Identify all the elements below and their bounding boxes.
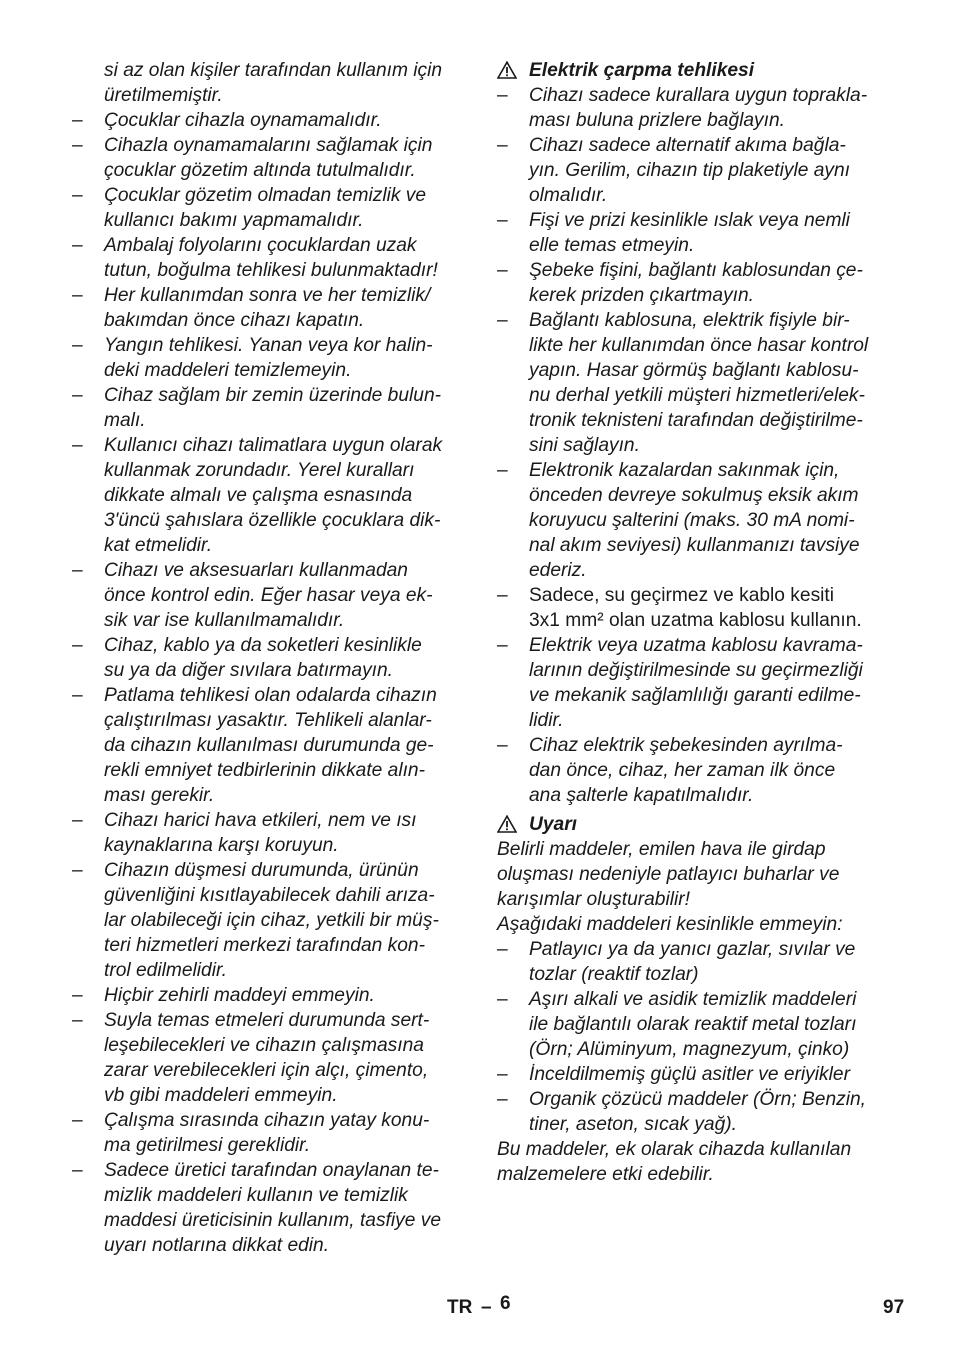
bullet-dash: – bbox=[72, 285, 83, 306]
footer-language: TR bbox=[447, 1297, 473, 1318]
paragraph-line: Bu maddeler, ek olarak cihazda kullanılan bbox=[497, 1139, 852, 1160]
list-item-line: tozlar (reaktif tozlar) bbox=[529, 964, 699, 985]
list-item-line: Patlayıcı ya da yanıcı gazlar, sıvılar ve bbox=[529, 939, 856, 960]
paragraph-line: karışımlar oluşturabilir! bbox=[497, 889, 690, 910]
list-item-line: Cihazı sadece kurallara uygun toprakla- bbox=[529, 85, 868, 106]
bullet-dash: – bbox=[72, 335, 83, 356]
list-item-line: Suyla temas etmeleri durumunda sert- bbox=[104, 1010, 430, 1031]
bullet-dash: – bbox=[72, 1010, 83, 1031]
list-item-line: Elektrik veya uzatma kablosu kavrama- bbox=[529, 635, 863, 656]
list-item bbox=[72, 433, 462, 558]
intro-line: si az olan kişiler tarafından kullanım için bbox=[104, 60, 443, 81]
bullet-dash: – bbox=[497, 1064, 508, 1085]
bullet-dash: – bbox=[497, 939, 508, 960]
list-item-line: kat etmelidir. bbox=[104, 535, 213, 556]
list-item-line: Elektronik kazalardan sakınmak için, bbox=[529, 460, 840, 481]
list-item-line: Cihazı sadece alternatif akıma bağla- bbox=[529, 135, 846, 156]
bullet-dash: – bbox=[72, 1160, 83, 1181]
list-item-line: kaynaklarına karşı koruyun. bbox=[104, 835, 339, 856]
list-item-line: uyarı notlarına dikkat edin. bbox=[104, 1235, 330, 1256]
list-item bbox=[497, 633, 892, 733]
bullet-dash: – bbox=[497, 310, 508, 331]
warning-triangle-icon bbox=[497, 815, 517, 833]
left-column bbox=[72, 58, 462, 1258]
list-item-line: olmalıdır. bbox=[529, 185, 608, 206]
bullet-dash: – bbox=[497, 85, 508, 106]
list-item bbox=[497, 1087, 892, 1137]
list-item-line: ması buluna prizlere bağlayın. bbox=[529, 110, 785, 131]
list-item bbox=[72, 558, 462, 633]
list-item-line: sik var ise kullanılmamalıdır. bbox=[104, 610, 345, 631]
paragraph-line: Belirli maddeler, emilen hava ile girdap bbox=[497, 839, 826, 860]
intro-line: üretilmemiştir. bbox=[104, 85, 223, 106]
list-item-line: Aşırı alkali ve asidik temizlik maddeleri bbox=[529, 989, 857, 1010]
list-item bbox=[497, 258, 892, 308]
list-item-line: yın. Gerilim, cihazın tip plaketiyle aynı bbox=[529, 160, 850, 181]
list-item-line: Cihazı harici hava etkileri, nem ve ısı bbox=[104, 810, 417, 831]
list-item-line: zarar verebilecekleri için alçı, çimento, bbox=[104, 1060, 429, 1081]
list-item-line: larının değiştirilmesinde su geçirmezliği bbox=[529, 660, 863, 681]
list-item-line: kullanmak zorundadır. Yerel kuralları bbox=[104, 460, 415, 481]
section-heading-electric-shock bbox=[497, 58, 892, 83]
do-not-vacuum-intro: Aşağıdaki maddeleri kesinlikle emmeyin: bbox=[497, 914, 843, 935]
list-item bbox=[497, 308, 892, 458]
bullet-dash: – bbox=[497, 635, 508, 656]
list-item-line: elle temas etmeyin. bbox=[529, 235, 695, 256]
list-item-line: koruyucu şalterini (maks. 30 mA nomi- bbox=[529, 510, 855, 531]
list-item-line: lidir. bbox=[529, 710, 564, 731]
list-item-line: kullanıcı bakımı yapmamalıdır. bbox=[104, 210, 364, 231]
warning-paragraph bbox=[497, 837, 892, 912]
list-item-line: ma getirilmesi gereklidir. bbox=[104, 1135, 311, 1156]
bullet-dash: – bbox=[72, 685, 83, 706]
bullet-dash: – bbox=[497, 260, 508, 281]
list-item-line: Organik çözücü maddeler (Örn; Benzin, bbox=[529, 1089, 866, 1110]
list-item bbox=[497, 733, 892, 808]
list-item bbox=[497, 1062, 892, 1087]
bullet-dash: – bbox=[72, 635, 83, 656]
list-item bbox=[72, 383, 462, 433]
list-item-line: Her kullanımdan sonra ve her temizlik/ bbox=[104, 285, 431, 306]
list-item-line: ması gerekir. bbox=[104, 785, 215, 806]
list-item-line: ana şalterle kapatılmalıdır. bbox=[529, 785, 754, 806]
list-item bbox=[72, 1008, 462, 1108]
footer-page-number: 97 bbox=[883, 1297, 905, 1318]
bullet-dash: – bbox=[497, 989, 508, 1010]
list-item bbox=[72, 233, 462, 283]
list-item-line: Cihaz, kablo ya da soketleri kesinlikle bbox=[104, 635, 422, 656]
bullet-dash: – bbox=[72, 860, 83, 881]
list-item bbox=[72, 683, 462, 808]
list-item-line: Fişi ve prizi kesinlikle ıslak veya nemli bbox=[529, 210, 850, 231]
list-item-line: likte her kullanımdan önce hasar kontrol bbox=[529, 335, 869, 356]
bullet-dash: – bbox=[497, 135, 508, 156]
list-item bbox=[497, 83, 892, 133]
list-item-line: Ambalaj folyolarını çocuklardan uzak bbox=[104, 235, 417, 256]
list-item-line: lar olabileceği için cihaz, yetkili bir müş- bbox=[104, 910, 439, 931]
bullet-dash: – bbox=[72, 135, 83, 156]
list-item-line: çocuklar gözetim altında tutulmalıdır. bbox=[104, 160, 416, 181]
list-item-line: Cihazla oynamamalarını sağlamak için bbox=[104, 135, 433, 156]
list-item-line: önce kontrol edin. Eğer hasar veya ek- bbox=[104, 585, 433, 606]
list-item-line: güvenliğini kısıtlayabilecek dahili arıza- bbox=[104, 885, 435, 906]
list-item-line: 3x1 mm² olan uzatma kablosu kullanın. bbox=[529, 610, 862, 631]
list-item-line: tronik teknisteni tarafından değiştirilme- bbox=[529, 410, 863, 431]
list-item bbox=[72, 633, 462, 683]
list-item bbox=[72, 983, 462, 1008]
closing-paragraph bbox=[497, 1137, 892, 1187]
list-item bbox=[72, 133, 462, 183]
list-item-line: tiner, aseton, sıcak yağ). bbox=[529, 1114, 737, 1135]
list-item-line: kerek prizden çıkartmayın. bbox=[529, 285, 755, 306]
list-item-line: Patlama tehlikesi olan odalarda cihazın bbox=[104, 685, 437, 706]
bullet-dash: – bbox=[72, 985, 83, 1006]
list-item-line: nu derhal yetkili müşteri hizmetleri/elek- bbox=[529, 385, 865, 406]
list-item-line: Sadece, su geçirmez ve kablo kesiti bbox=[529, 585, 835, 606]
list-item-line: yapın. Hasar görmüş bağlantı kablosu- bbox=[529, 360, 859, 381]
list-item bbox=[497, 987, 892, 1062]
list-item-line: Cihazı ve aksesuarları kullanmadan bbox=[104, 560, 408, 581]
footer-dash: – bbox=[481, 1297, 492, 1318]
list-item bbox=[497, 937, 892, 987]
list-item-line: Çalışma sırasında cihazın yatay konu- bbox=[104, 1110, 430, 1131]
bullet-dash: – bbox=[72, 110, 83, 131]
list-item-line: Çocuklar cihazla oynamamalıdır. bbox=[104, 110, 382, 131]
list-item-line: mizlik maddeleri kullanın ve temizlik bbox=[104, 1185, 408, 1206]
list-item-line: maddesi üreticisinin kullanım, tasfiye ve bbox=[104, 1210, 441, 1231]
list-item-line: da cihazın kullanılması durumunda ge- bbox=[104, 735, 434, 756]
list-item bbox=[72, 1158, 462, 1258]
bullet-dash: – bbox=[72, 385, 83, 406]
bullet-dash: – bbox=[72, 810, 83, 831]
list-item-line: bakımdan önce cihazı kapatın. bbox=[104, 310, 365, 331]
list-item bbox=[497, 458, 892, 583]
list-item-line: teri hizmetleri merkezi tarafından kon- bbox=[104, 935, 425, 956]
list-item-line: ederiz. bbox=[529, 560, 587, 581]
list-item-line: deki maddeleri temizlemeyin. bbox=[104, 360, 352, 381]
section-heading-warning bbox=[497, 812, 892, 837]
bullet-dash: – bbox=[497, 210, 508, 231]
section-heading-text: Elektrik çarpma tehlikesi bbox=[529, 60, 755, 81]
list-item-line: Şebeke fişini, bağlantı kablosundan çe- bbox=[529, 260, 863, 281]
section-heading-text: Uyarı bbox=[529, 814, 577, 835]
list-item-line: Cihaz elektrik şebekesinden ayrılma- bbox=[529, 735, 843, 756]
list-item bbox=[497, 583, 892, 633]
list-item-line: Çocuklar gözetim olmadan temizlik ve bbox=[104, 185, 427, 206]
list-item-line: dikkate almalı ve çalışma esnasında bbox=[104, 485, 413, 506]
list-item-line: Cihazın düşmesi durumunda, ürünün bbox=[104, 860, 419, 881]
list-item-line: vb gibi maddeleri emmeyin. bbox=[104, 1085, 338, 1106]
list-item-line: İnceldilmemiş güçlü asitler ve eriyikler bbox=[529, 1064, 850, 1085]
list-item bbox=[72, 808, 462, 858]
bullet-dash: – bbox=[72, 560, 83, 581]
list-item-line: trol edilmelidir. bbox=[104, 960, 227, 981]
bullet-dash: – bbox=[72, 185, 83, 206]
list-item-line: rekli emniyet tedbirlerinin dikkate alın- bbox=[104, 760, 425, 781]
list-item-line: ve mekanik sağlamlılığı garanti edilme- bbox=[529, 685, 861, 706]
list-item-line: Cihaz sağlam bir zemin üzerinde bulun- bbox=[104, 385, 442, 406]
list-item-line: Yangın tehlikesi. Yanan veya kor halin- bbox=[104, 335, 433, 356]
list-item-line: (Örn; Alüminyum, magnezyum, çinko) bbox=[529, 1039, 850, 1060]
right-column bbox=[497, 58, 892, 1187]
list-item-line: sini sağlayın. bbox=[529, 435, 640, 456]
list-item-line: Sadece üretici tarafından onaylanan te- bbox=[104, 1160, 439, 1181]
list-item bbox=[497, 133, 892, 208]
warning-triangle-icon bbox=[497, 61, 517, 79]
list-item-line: su ya da diğer sıvılara batırmayın. bbox=[104, 660, 394, 681]
bullet-dash: – bbox=[497, 585, 508, 606]
footer-section-page: 6 bbox=[500, 1293, 511, 1314]
paragraph-line: malzemelere etki edebilir. bbox=[497, 1164, 714, 1185]
bullet-dash: – bbox=[72, 1110, 83, 1131]
list-item bbox=[72, 333, 462, 383]
list-item-line: 3'üncü şahıslara özellikle çocuklara dik- bbox=[104, 510, 441, 531]
intro-text bbox=[72, 58, 462, 108]
bullet-dash: – bbox=[72, 235, 83, 256]
bullet-dash: – bbox=[497, 735, 508, 756]
list-item bbox=[72, 108, 462, 133]
list-item-line: malı. bbox=[104, 410, 146, 431]
bullet-dash: – bbox=[72, 435, 83, 456]
list-item bbox=[497, 208, 892, 258]
list-item-line: dan önce, cihaz, her zaman ilk önce bbox=[529, 760, 836, 781]
list-item-line: çalıştırılması yasaktır. Tehlikeli alanlar- bbox=[104, 710, 432, 731]
list-item bbox=[72, 1108, 462, 1158]
list-item bbox=[72, 283, 462, 333]
list-item-line: leşebilecekleri ve cihazın çalışmasına bbox=[104, 1035, 424, 1056]
bullet-dash: – bbox=[497, 1089, 508, 1110]
list-item-line: nal akım seviyesi) kullanmanızı tavsiye bbox=[529, 535, 860, 556]
list-item bbox=[72, 183, 462, 233]
list-item-line: tutun, boğulma tehlikesi bulunmaktadır! bbox=[104, 260, 438, 281]
list-item-line: ile bağlantılı olarak reaktif metal tozları bbox=[529, 1014, 857, 1035]
bullet-dash: – bbox=[497, 460, 508, 481]
list-item-line: önceden devreye sokulmuş eksik akım bbox=[529, 485, 859, 506]
paragraph-line: oluşması nedeniyle patlayıcı buharlar ve bbox=[497, 864, 840, 885]
list-item-line: Bağlantı kablosuna, elektrik fişiyle bir- bbox=[529, 310, 850, 331]
list-item-line: Hiçbir zehirli maddeyi emmeyin. bbox=[104, 985, 375, 1006]
list-item bbox=[72, 858, 462, 983]
list-item-line: Kullanıcı cihazı talimatlara uygun olarak bbox=[104, 435, 443, 456]
